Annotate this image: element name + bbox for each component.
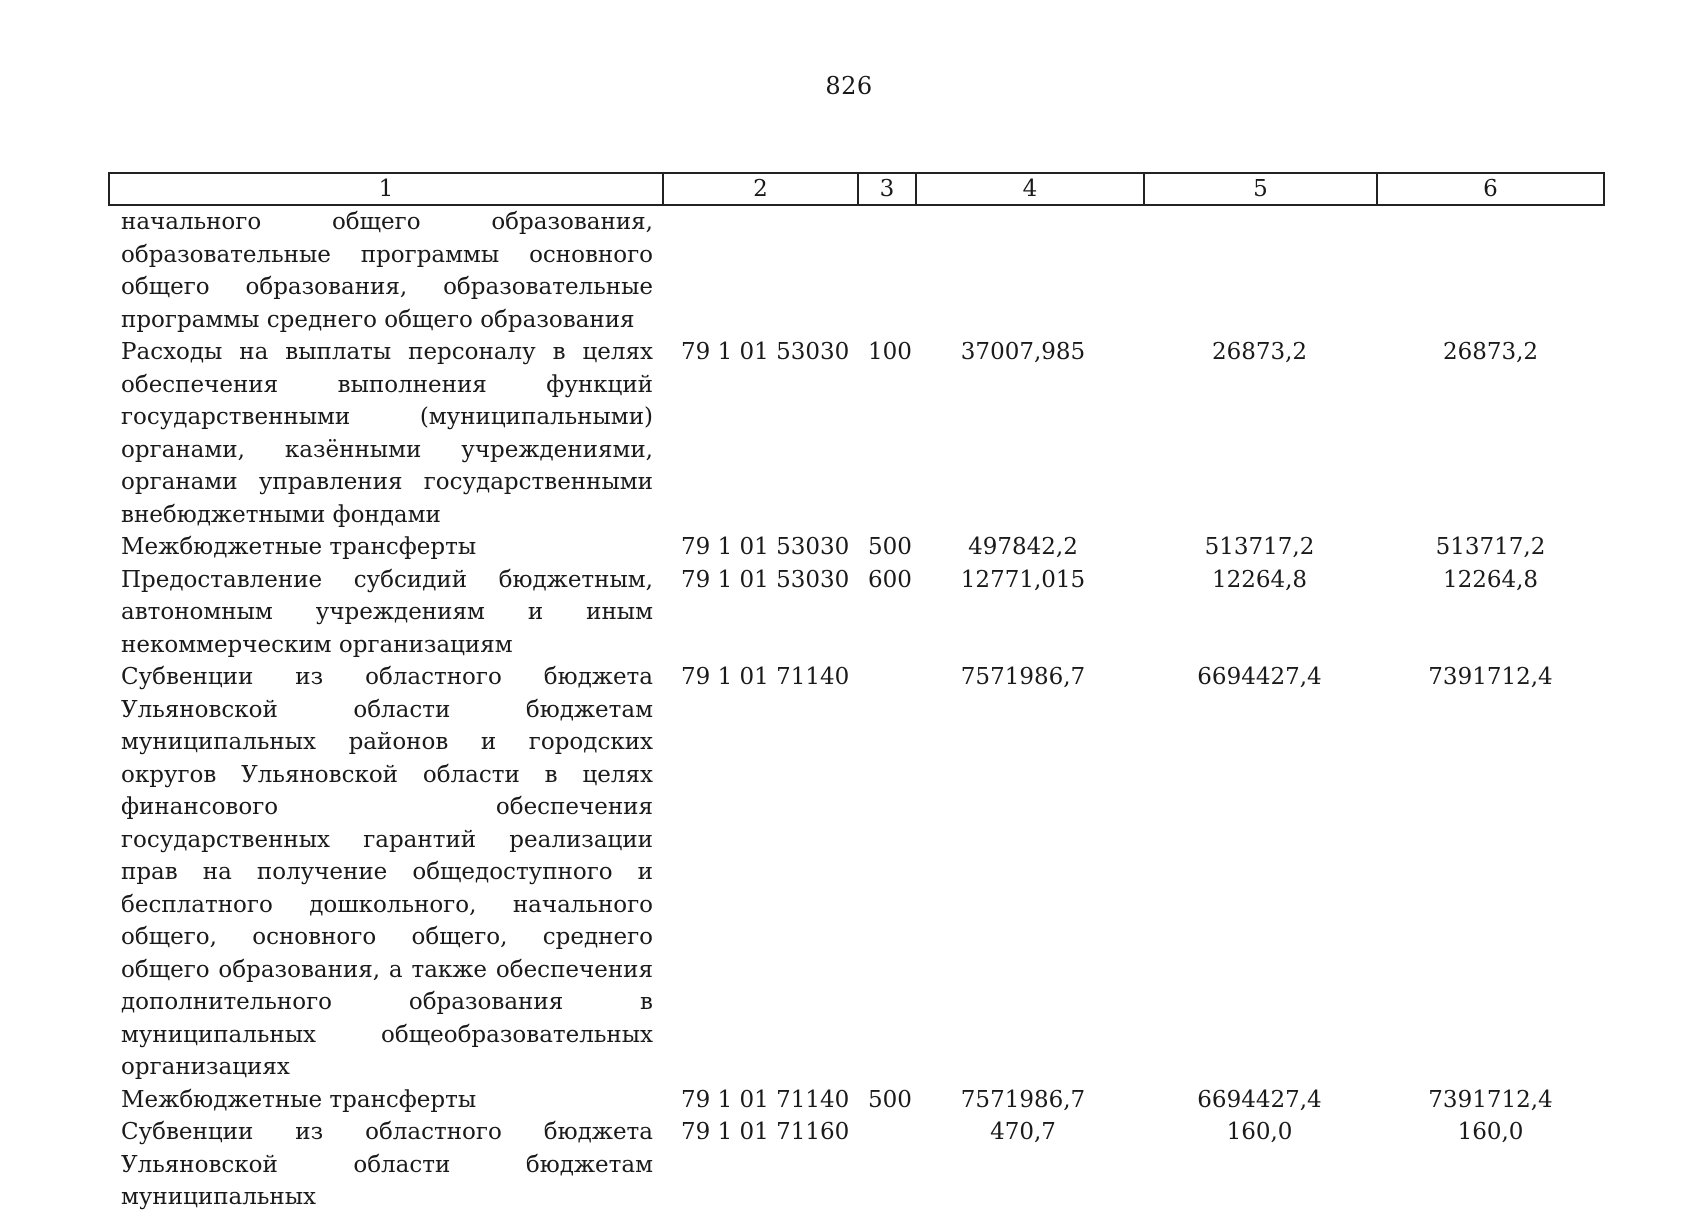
row-value-col6: 26873,2 bbox=[1442, 339, 1539, 365]
row-name-cell: Межбюджетные трансферты bbox=[121, 1086, 477, 1113]
row-code-cell: 79 1 01 71140 bbox=[681, 1086, 850, 1113]
table-body bbox=[109, 205, 1604, 1214]
row-value-col5: 513717,2 bbox=[1204, 534, 1315, 560]
row-value-col6: 7391712,4 bbox=[1428, 1086, 1553, 1113]
row-value-col6: 7391712,4 bbox=[1428, 664, 1553, 690]
page-number: 826 bbox=[825, 72, 873, 100]
row-expense-type-cell: 600 bbox=[868, 566, 912, 593]
row-expense-type-cell bbox=[858, 205, 916, 336]
header-col-6: 6 bbox=[1377, 173, 1604, 205]
row-value-col6: 12264,8 bbox=[1442, 566, 1539, 593]
row-code-cell: 79 1 01 53030 bbox=[681, 339, 850, 365]
table-row bbox=[109, 531, 1604, 564]
header-col-2: 2 bbox=[663, 173, 858, 205]
row-code-cell: 79 1 01 53030 bbox=[681, 534, 850, 560]
row-code-cell: 79 1 01 71160 bbox=[681, 1119, 850, 1145]
row-expense-type-cell bbox=[858, 661, 916, 1084]
row-value-col4: 470,7 bbox=[990, 1119, 1056, 1145]
row-name-cell: Предоставление субсидий бюджетным, автономным учреждениям и иным некоммерческим организациям bbox=[121, 566, 653, 658]
row-expense-type-cell: 500 bbox=[868, 1086, 912, 1113]
header-col-5: 5 bbox=[1144, 173, 1377, 205]
table-row bbox=[109, 1116, 1604, 1214]
row-expense-type-cell bbox=[858, 1116, 916, 1214]
row-value-col4: 12771,015 bbox=[960, 566, 1086, 593]
row-value-col4: 7571986,7 bbox=[960, 664, 1086, 690]
table-row bbox=[109, 564, 1604, 662]
row-value-col6 bbox=[1377, 205, 1604, 336]
header-col-1: 1 bbox=[109, 173, 663, 205]
row-value-col6: 513717,2 bbox=[1435, 534, 1546, 560]
row-value-col4: 7571986,7 bbox=[960, 1086, 1086, 1113]
table-header bbox=[109, 173, 1604, 205]
row-code-cell bbox=[663, 205, 858, 336]
row-value-col4: 497842,2 bbox=[968, 534, 1078, 560]
table-row bbox=[109, 1084, 1604, 1117]
row-value-col5: 160,0 bbox=[1226, 1119, 1293, 1145]
row-name-cell: Межбюджетные трансферты bbox=[121, 534, 477, 560]
row-value-col5: 12264,8 bbox=[1211, 566, 1308, 593]
row-value-col6: 160,0 bbox=[1457, 1119, 1524, 1145]
table-row bbox=[109, 336, 1604, 531]
row-value-col4 bbox=[916, 205, 1144, 336]
row-code-cell: 79 1 01 71140 bbox=[681, 664, 850, 690]
row-name-cell: начального общего образования, образовательные программы основного общего образования, образовательные программы среднего общего образования bbox=[121, 209, 653, 333]
header-row bbox=[109, 173, 1604, 205]
row-name-cell: Субвенции из областного бюджета Ульяновской области бюджетам муниципальных районов и городских округов Ульяновской области в целях финансового обеспечения государственных гарантий реализации прав на получение общедоступного и бесплатного дошкольного, начального общего, основного общего, среднего общего образования, а также обеспечения дополнительного образования в муниципальных общеобразовательных организациях bbox=[121, 664, 653, 1080]
table-row bbox=[109, 205, 1604, 336]
row-name-cell: Субвенции из областного бюджета Ульяновской области бюджетам муниципальных bbox=[121, 1119, 653, 1210]
budget-table bbox=[108, 172, 1605, 1214]
row-name-cell: Расходы на выплаты персоналу в целях обеспечения выполнения функций государственными (муниципальными) органами, казёнными учреждениями, органами управления государственными внебюджетными фондами bbox=[121, 339, 653, 528]
row-value-col5: 6694427,4 bbox=[1197, 664, 1322, 690]
row-code-cell: 79 1 01 53030 bbox=[681, 566, 850, 593]
row-value-col5 bbox=[1144, 205, 1377, 336]
row-value-col5: 26873,2 bbox=[1211, 339, 1308, 365]
header-col-3: 3 bbox=[858, 173, 916, 205]
row-expense-type-cell: 100 bbox=[868, 339, 912, 365]
table-row bbox=[109, 661, 1604, 1084]
row-value-col5: 6694427,4 bbox=[1197, 1086, 1322, 1113]
row-value-col4: 37007,985 bbox=[960, 339, 1086, 365]
header-col-4: 4 bbox=[916, 173, 1144, 205]
row-expense-type-cell: 500 bbox=[868, 534, 912, 560]
